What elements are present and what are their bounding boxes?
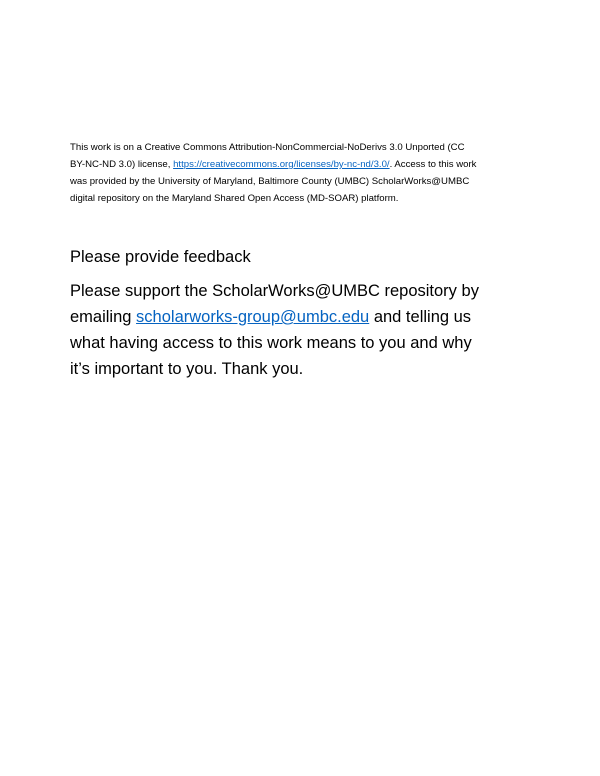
license-line-4: digital repository on the Maryland Shared Open Access (MD-SOAR) platform. [70, 193, 399, 204]
appeal-line-3: what having access to this work means to you and why [70, 334, 472, 352]
appeal-line-4: it’s important to you. Thank you. [70, 360, 304, 378]
appeal-line-2 [70, 304, 540, 330]
appeal-line-2-prefix: emailing [70, 308, 137, 326]
license-url-link[interactable]: https://creativecommons.org/licenses/by-nc-nd/3.0/ [173, 159, 390, 170]
feedback-heading: Please provide feedback [70, 248, 251, 266]
license-line-2 [70, 156, 532, 173]
license-notice [70, 139, 532, 207]
license-line-3: was provided by the University of Maryland, Baltimore County (UMBC) ScholarWorks@UMBC [70, 176, 470, 187]
feedback-appeal [70, 278, 540, 382]
license-line-2-prefix: BY-NC-ND 3.0) license, [70, 159, 174, 170]
license-line-2-suffix: . Access to this work [389, 159, 477, 170]
license-line-1: This work is on a Creative Commons Attribution-NonCommercial-NoDerivs 3.0 Unported (CC [70, 142, 465, 153]
email-link[interactable]: scholarworks-group@umbc.edu [136, 308, 370, 326]
appeal-line-1: Please support the ScholarWorks@UMBC repository by [70, 282, 479, 300]
appeal-line-2-suffix: and telling us [369, 308, 472, 326]
